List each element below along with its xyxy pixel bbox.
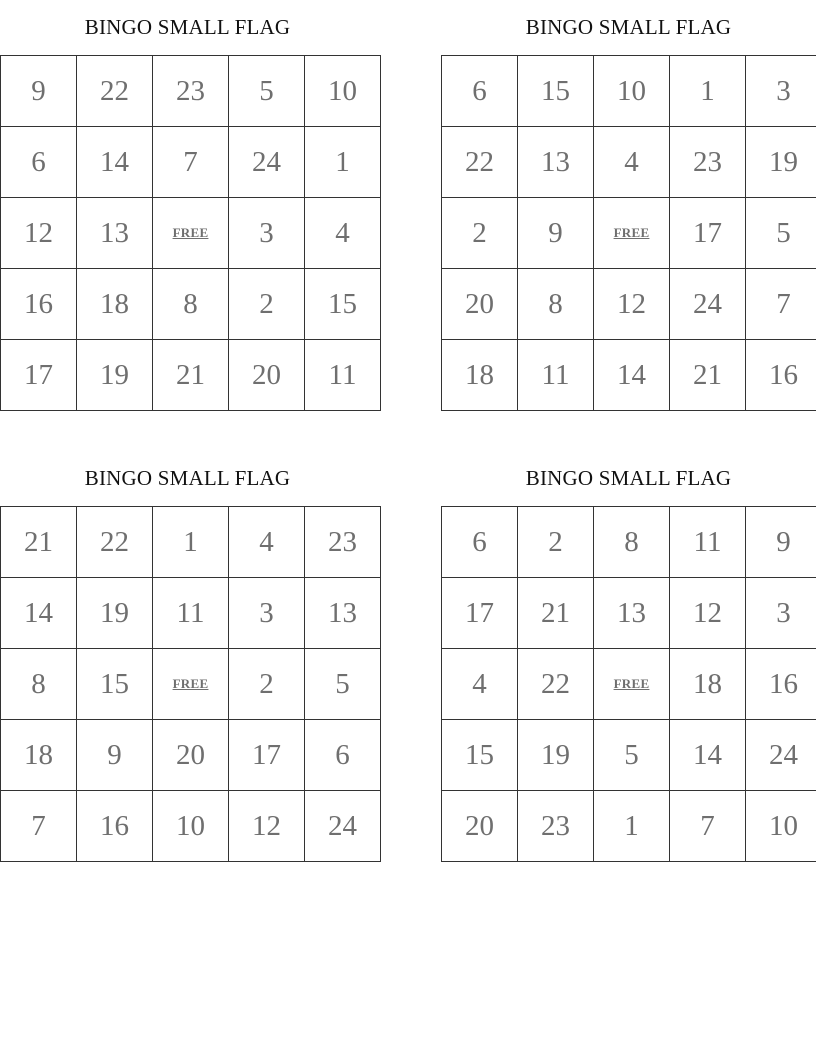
bingo-cell: 16: [746, 340, 816, 411]
bingo-cell: 14: [594, 340, 670, 411]
bingo-cell: 2: [229, 649, 305, 720]
bingo-cell: 8: [1, 649, 77, 720]
grid-row: [442, 198, 816, 269]
bingo-cell: 23: [670, 127, 746, 198]
free-space-cell: FREE: [594, 198, 670, 269]
bingo-cell: 16: [1, 269, 77, 340]
bingo-grid: [0, 506, 381, 862]
bingo-cell: 12: [1, 198, 77, 269]
bingo-card-2: [441, 0, 816, 391]
bingo-cell: 2: [229, 269, 305, 340]
bingo-grid: [0, 55, 381, 411]
bingo-cell: 18: [1, 720, 77, 791]
bingo-cell: 11: [670, 507, 746, 578]
grid-row: [442, 507, 816, 578]
grid-row: [1, 56, 381, 127]
bingo-cell: 2: [442, 198, 518, 269]
bingo-cell: 19: [77, 578, 153, 649]
bingo-cell: 23: [518, 791, 594, 862]
bingo-cell: 5: [746, 198, 816, 269]
bingo-cell: 13: [305, 578, 381, 649]
bingo-cell: 20: [229, 340, 305, 411]
bingo-cell: 2: [518, 507, 594, 578]
bingo-cell: 19: [518, 720, 594, 791]
bingo-cell: 11: [153, 578, 229, 649]
bingo-cell: 9: [77, 720, 153, 791]
bingo-cell: 13: [77, 198, 153, 269]
bingo-cell: 20: [153, 720, 229, 791]
bingo-cell: 17: [442, 578, 518, 649]
bingo-cell: 7: [670, 791, 746, 862]
free-space-cell: FREE: [153, 649, 229, 720]
bingo-cell: 6: [442, 507, 518, 578]
grid-row: [442, 269, 816, 340]
bingo-cell: 24: [305, 791, 381, 862]
bingo-cell: 10: [594, 56, 670, 127]
bingo-cell: 17: [670, 198, 746, 269]
bingo-cell: 20: [442, 791, 518, 862]
grid-row: [442, 791, 816, 862]
card-title: BINGO SMALL FLAG: [84, 15, 291, 39]
grid-row: [1, 791, 381, 862]
card-title: BINGO SMALL FLAG: [525, 15, 732, 39]
bingo-cell: 1: [670, 56, 746, 127]
bingo-cell: 21: [518, 578, 594, 649]
bingo-cell: 7: [746, 269, 816, 340]
bingo-cell: 6: [442, 56, 518, 127]
bingo-cell: 5: [305, 649, 381, 720]
bingo-cell: 23: [305, 507, 381, 578]
bingo-cell: 24: [746, 720, 816, 791]
bingo-cell: 19: [746, 127, 816, 198]
bingo-cell: 24: [670, 269, 746, 340]
grid-row: [442, 649, 816, 720]
bingo-cell: 12: [670, 578, 746, 649]
grid-row: [442, 340, 816, 411]
bingo-cell: 4: [229, 507, 305, 578]
grid-row: [1, 507, 381, 578]
bingo-cell: 21: [153, 340, 229, 411]
bingo-card-1: [0, 0, 375, 391]
bingo-cell: 10: [305, 56, 381, 127]
grid-row: [1, 127, 381, 198]
bingo-cell: 14: [77, 127, 153, 198]
bingo-cell: 3: [746, 56, 816, 127]
bingo-cell: 11: [305, 340, 381, 411]
bingo-cell: 14: [1, 578, 77, 649]
card-title: BINGO SMALL FLAG: [84, 466, 291, 490]
bingo-cell: 11: [518, 340, 594, 411]
bingo-cell: 22: [518, 649, 594, 720]
grid-row: [442, 127, 816, 198]
grid-row: [1, 720, 381, 791]
bingo-cell: 14: [670, 720, 746, 791]
bingo-cell: 9: [1, 56, 77, 127]
free-space-cell: FREE: [594, 649, 670, 720]
grid-row: [1, 269, 381, 340]
bingo-cell: 4: [594, 127, 670, 198]
bingo-cell: 9: [746, 507, 816, 578]
bingo-cell: 8: [594, 507, 670, 578]
bingo-cell: 19: [77, 340, 153, 411]
bingo-cell: 6: [1, 127, 77, 198]
bingo-cell: 8: [153, 269, 229, 340]
bingo-cell: 18: [670, 649, 746, 720]
bingo-card-3: [0, 451, 375, 842]
bingo-cell: 18: [442, 340, 518, 411]
card-title: BINGO SMALL FLAG: [525, 466, 732, 490]
bingo-cell: 16: [746, 649, 816, 720]
grid-row: [1, 578, 381, 649]
bingo-cell: 20: [442, 269, 518, 340]
bingo-cell: 13: [594, 578, 670, 649]
bingo-cell: 22: [77, 56, 153, 127]
grid-row: [442, 720, 816, 791]
bingo-cell: 22: [77, 507, 153, 578]
bingo-cell: 22: [442, 127, 518, 198]
bingo-cell: 10: [153, 791, 229, 862]
bingo-cell: 15: [305, 269, 381, 340]
bingo-cell: 3: [229, 578, 305, 649]
bingo-cell: 21: [1, 507, 77, 578]
bingo-card-4: [441, 451, 816, 842]
bingo-cell: 12: [229, 791, 305, 862]
bingo-cell: 13: [518, 127, 594, 198]
bingo-cell: 18: [77, 269, 153, 340]
bingo-cell: 1: [305, 127, 381, 198]
bingo-cell: 9: [518, 198, 594, 269]
bingo-cell: 10: [746, 791, 816, 862]
grid-row: [442, 56, 816, 127]
bingo-cell: 3: [229, 198, 305, 269]
bingo-cell: 15: [77, 649, 153, 720]
bingo-cell: 7: [1, 791, 77, 862]
bingo-cell: 5: [229, 56, 305, 127]
bingo-cell: 15: [442, 720, 518, 791]
bingo-cell: 21: [670, 340, 746, 411]
grid-row: [1, 649, 381, 720]
bingo-cell: 17: [229, 720, 305, 791]
bingo-cell: 4: [442, 649, 518, 720]
grid-row: [442, 578, 816, 649]
free-space-cell: FREE: [153, 198, 229, 269]
grid-row: [1, 198, 381, 269]
bingo-cell: 8: [518, 269, 594, 340]
bingo-cell: 5: [594, 720, 670, 791]
bingo-cell: 7: [153, 127, 229, 198]
grid-row: [1, 340, 381, 411]
bingo-cell: 23: [153, 56, 229, 127]
bingo-grid: [441, 506, 816, 862]
bingo-cell: 24: [229, 127, 305, 198]
bingo-cell: 17: [1, 340, 77, 411]
bingo-cell: 3: [746, 578, 816, 649]
bingo-cell: 16: [77, 791, 153, 862]
bingo-grid: [441, 55, 816, 411]
bingo-cell: 6: [305, 720, 381, 791]
bingo-cell: 4: [305, 198, 381, 269]
bingo-cell: 1: [153, 507, 229, 578]
bingo-cell: 12: [594, 269, 670, 340]
bingo-cell: 1: [594, 791, 670, 862]
bingo-cell: 15: [518, 56, 594, 127]
